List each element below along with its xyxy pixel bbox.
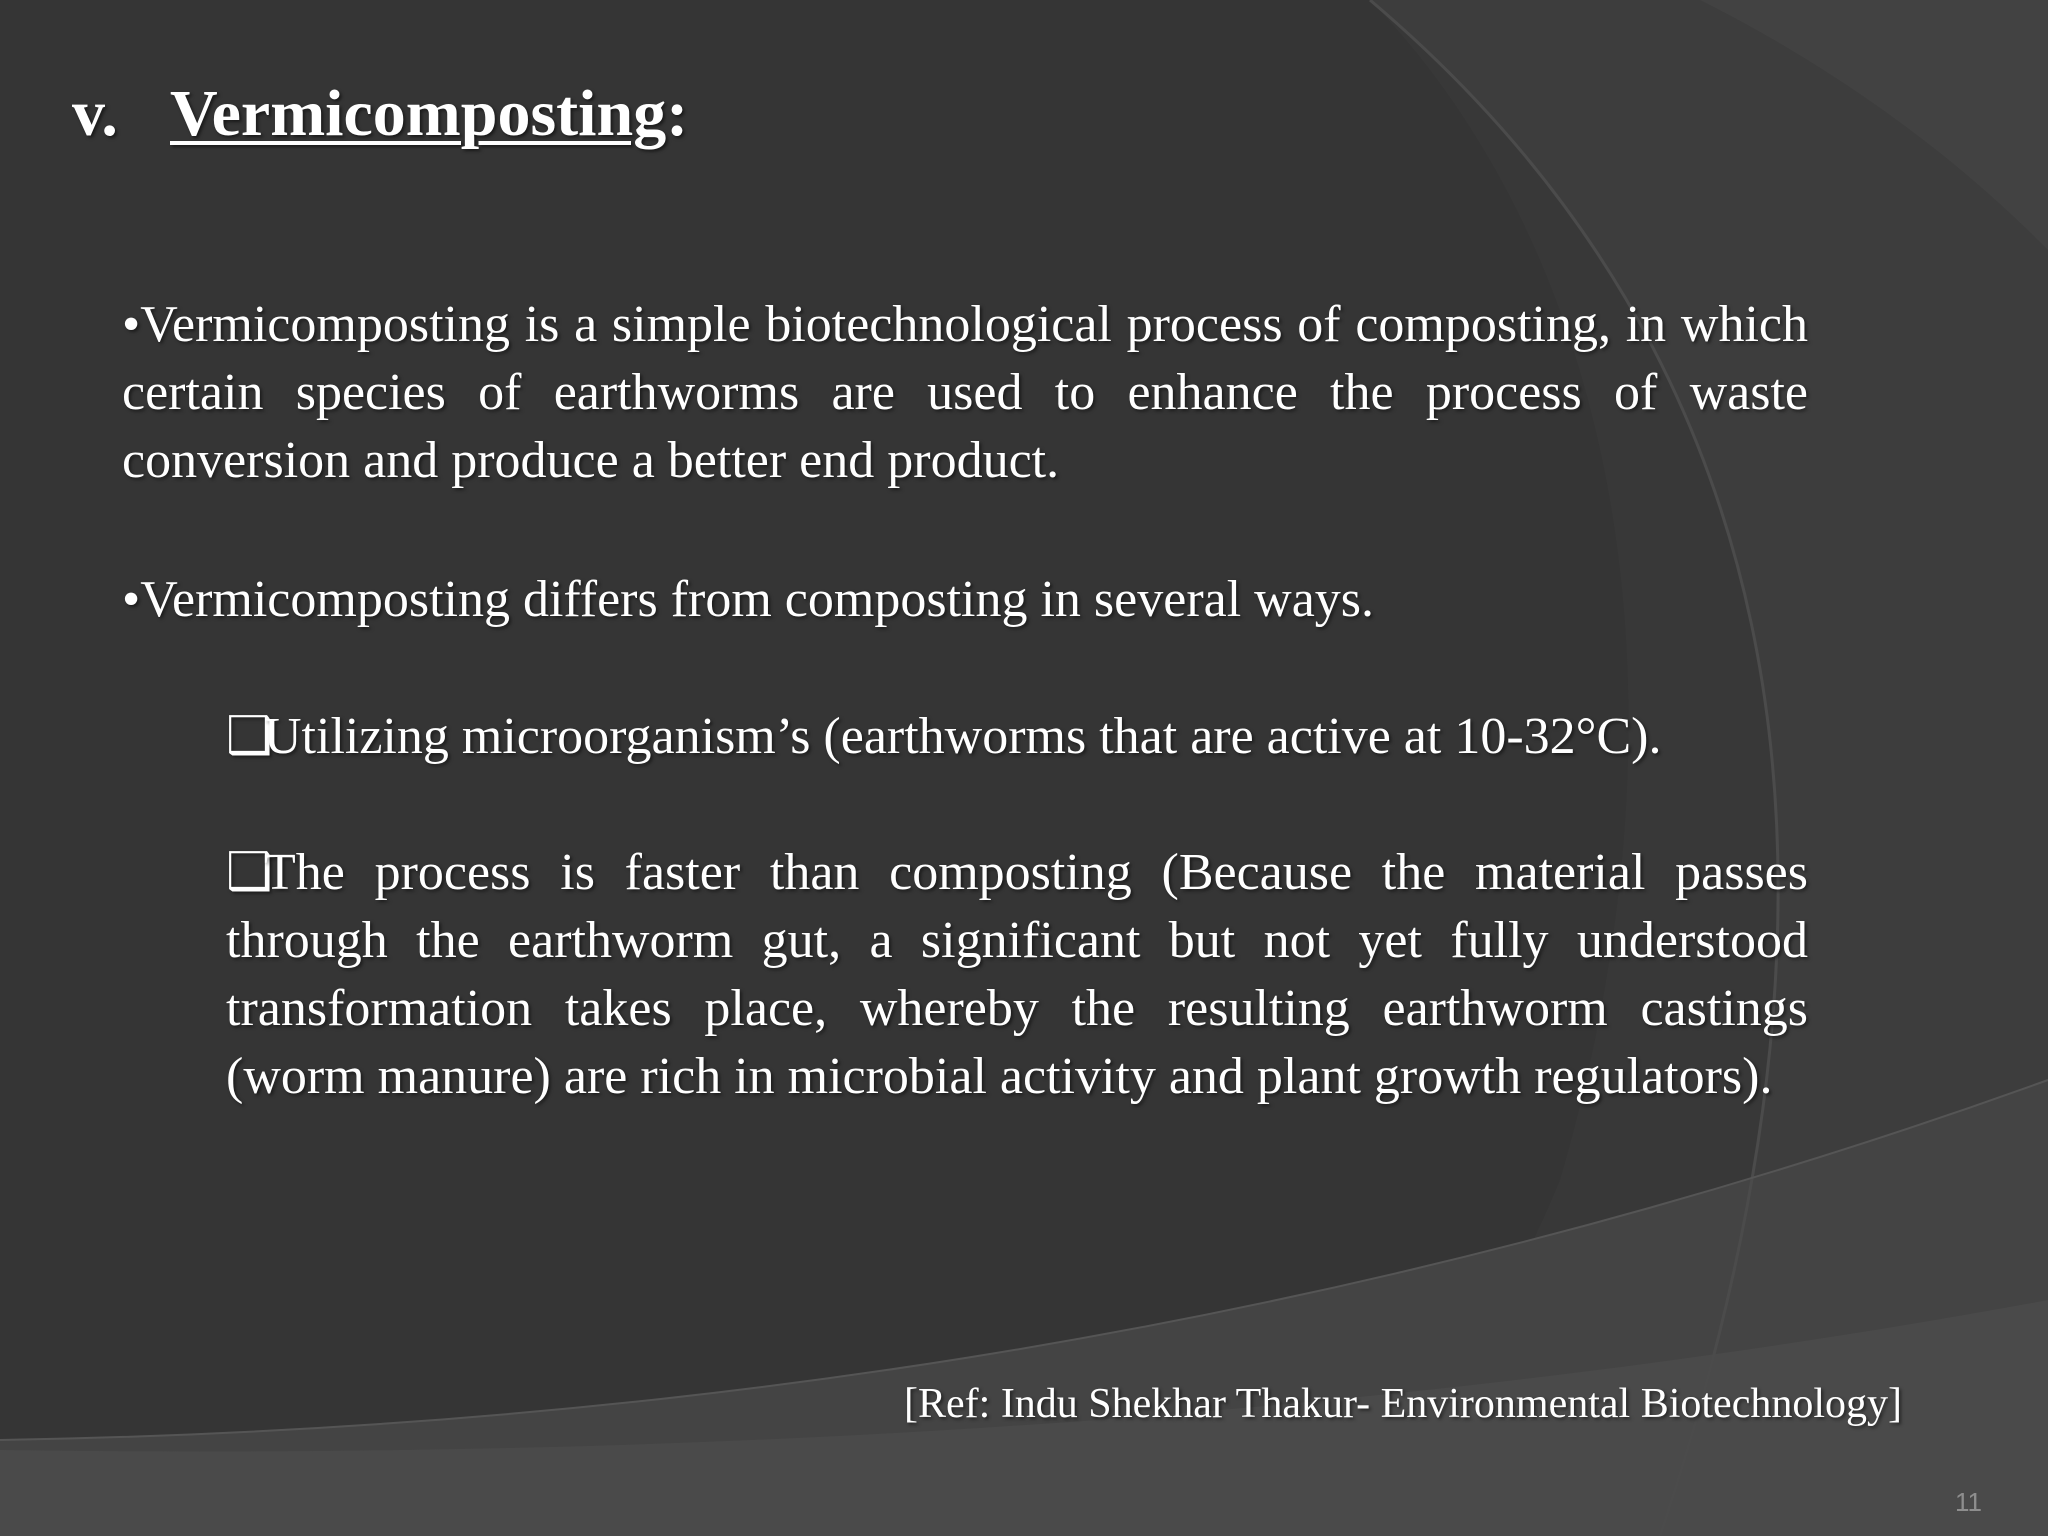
title-text: Vermicomposting [170, 77, 667, 150]
bullet-paragraph-differences [122, 566, 1808, 634]
reference-citation: [Ref: Indu Shekhar Thakur- Environmental Biotechnology] [904, 1381, 1902, 1427]
bullet-text-definition: Vermicomposting is a simple biotechnological process of composting, in which certain species of earthworms are used to enhance the process of waste conversion and produce a better end product. [122, 296, 1808, 489]
checkbox-bullet-icon: ❑ [226, 708, 273, 765]
title-number: v. [72, 77, 118, 150]
bullet-icon: • [122, 571, 141, 628]
bullet-icon: • [122, 296, 141, 353]
sub-bullet-text-faster-process: The process is faster than composting (Because the material passes through the earthworm gut, a significant but not yet fully understood transformation takes place, whereby the resulting earthworm castings (worm manure) are rich in microbial activity and plant growth regulators). [226, 844, 1808, 1105]
sub-bullet-text-temperature: Utilizing microorganism’s (earthworms that are active at 10-32°C). [264, 708, 1662, 765]
bullet-paragraph-definition [122, 291, 1808, 495]
slide-title [72, 78, 688, 151]
sub-bullet-faster-process [226, 839, 1808, 1111]
bullet-text-differences: Vermicomposting differs from composting in several ways. [140, 571, 1375, 628]
checkbox-bullet-icon: ❑ [226, 844, 273, 901]
sub-bullet-temperature [226, 703, 1808, 771]
title-colon: : [666, 77, 689, 150]
page-number: 11 [1955, 1487, 1982, 1517]
